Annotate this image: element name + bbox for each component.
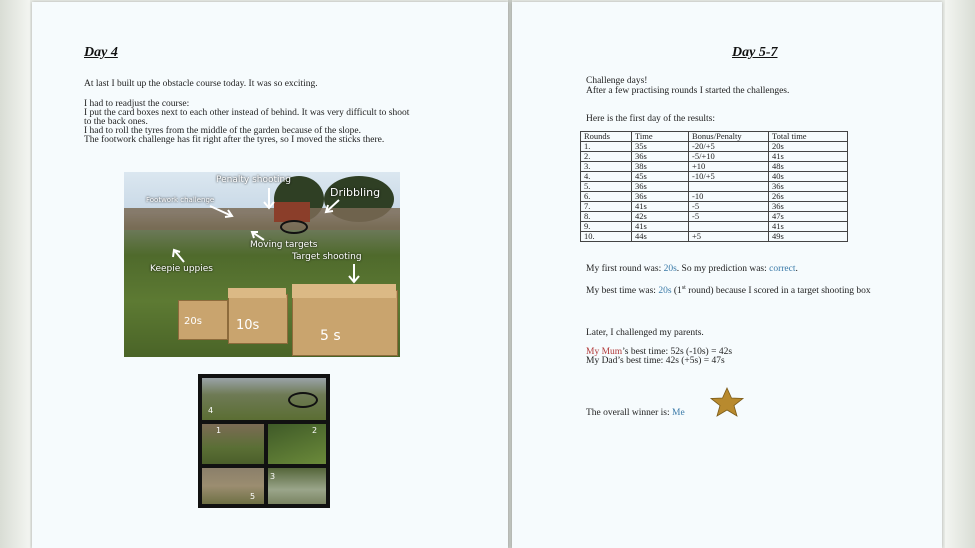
arrow-keepie — [173, 250, 184, 262]
cell-time: 36s — [632, 182, 689, 192]
left-line-1: I had to readjust the course: — [84, 99, 190, 109]
collage-tyres — [288, 392, 318, 408]
challenge-days-text: Challenge days! — [586, 76, 648, 86]
cell-total-time: 49s — [769, 232, 848, 242]
cell-time: 41s — [632, 202, 689, 212]
cell-round: 2. — [581, 152, 632, 162]
collage-number-1: 1 — [216, 426, 222, 435]
table-row — [581, 212, 848, 222]
cell-bonus-penalty — [689, 182, 769, 192]
arrow-footwork — [210, 206, 232, 217]
label-dribbling: Dribbling — [330, 186, 381, 199]
cell-bonus-penalty: -5 — [689, 212, 769, 222]
prediction-value: correct — [769, 264, 796, 274]
cell-total-time: 36s — [769, 182, 848, 192]
best-time-label: My best time was: — [586, 286, 659, 297]
arrow-penalty — [264, 188, 274, 208]
cell-bonus-penalty: +5 — [689, 232, 769, 242]
cell-round: 9. — [581, 222, 632, 232]
cell-round: 7. — [581, 202, 632, 212]
collage-number-4: 4 — [208, 406, 214, 415]
mum-time: ’s best time: 52s (-10s) = 42s — [622, 347, 733, 357]
cell-round: 10. — [581, 232, 632, 242]
label-moving-targets: Moving targets — [250, 240, 318, 250]
photo-collage — [198, 374, 330, 508]
cell-total-time: 40s — [769, 172, 848, 182]
collage-photo-2 — [268, 424, 326, 464]
collage-number-3: 3 — [270, 472, 276, 481]
table-row — [581, 172, 848, 182]
obstacle-course-photo — [124, 172, 400, 357]
arrow-annotations — [124, 172, 400, 357]
results-table — [580, 131, 848, 242]
cell-total-time: 48s — [769, 162, 848, 172]
best-time-sup: st — [681, 285, 686, 291]
cell-time: 38s — [632, 162, 689, 172]
best-time-open: (1 — [671, 286, 682, 297]
left-line-3: to the back ones. — [84, 117, 148, 127]
label-box-10s: 10s — [236, 318, 260, 333]
winner-value: Me — [672, 408, 685, 418]
collage-number-2: 2 — [312, 426, 318, 435]
cell-total-time: 47s — [769, 212, 848, 222]
collage-number-5: 5 — [250, 492, 256, 501]
table-header-row — [581, 132, 848, 142]
collage-photo-5 — [202, 468, 264, 504]
cell-bonus-penalty: -5/+10 — [689, 152, 769, 162]
cell-round: 8. — [581, 212, 632, 222]
collage-photo-1 — [202, 424, 264, 464]
cell-bonus-penalty: -20/+5 — [689, 142, 769, 152]
star-icon — [708, 387, 746, 417]
prediction-label: . So my prediction was: — [676, 264, 770, 274]
table-row — [581, 232, 848, 242]
label-box-20s: 20s — [184, 316, 202, 327]
header-rounds: Rounds — [581, 132, 632, 142]
header-total-time: Total time — [769, 132, 848, 142]
cell-total-time: 26s — [769, 192, 848, 202]
cell-round: 3. — [581, 162, 632, 172]
cell-time: 45s — [632, 172, 689, 182]
cell-bonus-penalty: -5 — [689, 202, 769, 212]
label-penalty-shooting: Penalty shooting — [216, 175, 291, 185]
cell-time: 36s — [632, 192, 689, 202]
cell-bonus-penalty: +10 — [689, 162, 769, 172]
first-round-value: 20s — [663, 264, 677, 274]
cell-round: 5. — [581, 182, 632, 192]
table-row — [581, 192, 848, 202]
results-intro: Here is the first day of the results: — [586, 114, 716, 124]
left-line-4: I had to roll the tyres from the middle of the garden because of the slope. — [84, 126, 361, 136]
background-right-edge — [945, 0, 975, 548]
cell-round: 4. — [581, 172, 632, 182]
cell-round: 6. — [581, 192, 632, 202]
practising-text: After a few practising rounds I started the challenges. — [586, 86, 790, 96]
label-keepie-uppies: Keepie uppies — [150, 264, 213, 274]
mum-name: My Mum — [586, 347, 623, 357]
cell-time: 42s — [632, 212, 689, 222]
table-row — [581, 152, 848, 162]
table-row — [581, 202, 848, 212]
cell-total-time: 41s — [769, 222, 848, 232]
first-round-label: My first round was: — [586, 264, 664, 274]
best-time-value: 20s — [658, 286, 672, 297]
cell-time: 36s — [632, 152, 689, 162]
winner-text — [586, 408, 685, 419]
cell-total-time: 41s — [769, 152, 848, 162]
label-box-5s: 5 s — [320, 328, 341, 344]
cell-total-time: 36s — [769, 202, 848, 212]
first-round-end: . — [795, 264, 798, 274]
table-row — [581, 142, 848, 152]
cell-bonus-penalty — [689, 222, 769, 232]
cell-bonus-penalty: -10 — [689, 192, 769, 202]
table-row — [581, 222, 848, 232]
best-time-text — [586, 283, 871, 297]
collage-photo-3 — [268, 468, 326, 504]
first-round-text — [586, 264, 798, 275]
best-time-reason: round) because I scored in a target shooting box — [685, 286, 871, 297]
table-row — [581, 162, 848, 172]
cell-total-time: 20s — [769, 142, 848, 152]
cell-time: 44s — [632, 232, 689, 242]
left-intro-text: At last I built up the obstacle course today. It was so exciting. — [84, 79, 318, 89]
cell-bonus-penalty: -10/+5 — [689, 172, 769, 182]
cell-round: 1. — [581, 142, 632, 152]
background-left-edge — [0, 0, 30, 548]
left-page-title: Day 4 — [84, 45, 118, 60]
arrow-dribbling — [326, 200, 339, 212]
right-page — [512, 2, 942, 548]
collage-photo-4 — [202, 378, 326, 420]
dad-time-text: My Dad’s best time: 42s (+5s) = 47s — [586, 356, 725, 366]
left-line-2: I put the card boxes next to each other instead of behind. It was very difficult to shoot — [84, 108, 410, 118]
table-row — [581, 182, 848, 192]
left-page — [32, 2, 508, 548]
label-target-shooting: Target shooting — [292, 252, 362, 262]
arrow-target — [349, 264, 359, 282]
label-footwork-challenge: Footwork challenge — [146, 196, 215, 204]
header-time: Time — [632, 132, 689, 142]
left-line-5: The footwork challenge has fit right after the tyres, so I moved the sticks there. — [84, 135, 385, 145]
arrow-moving — [252, 232, 264, 240]
cell-time: 41s — [632, 222, 689, 232]
winner-label: The overall winner is: — [586, 408, 673, 418]
right-page-title: Day 5-7 — [732, 45, 778, 60]
cell-time: 35s — [632, 142, 689, 152]
header-bonus-penalty: Bonus/Penalty — [689, 132, 769, 142]
later-text: Later, I challenged my parents. — [586, 328, 704, 338]
